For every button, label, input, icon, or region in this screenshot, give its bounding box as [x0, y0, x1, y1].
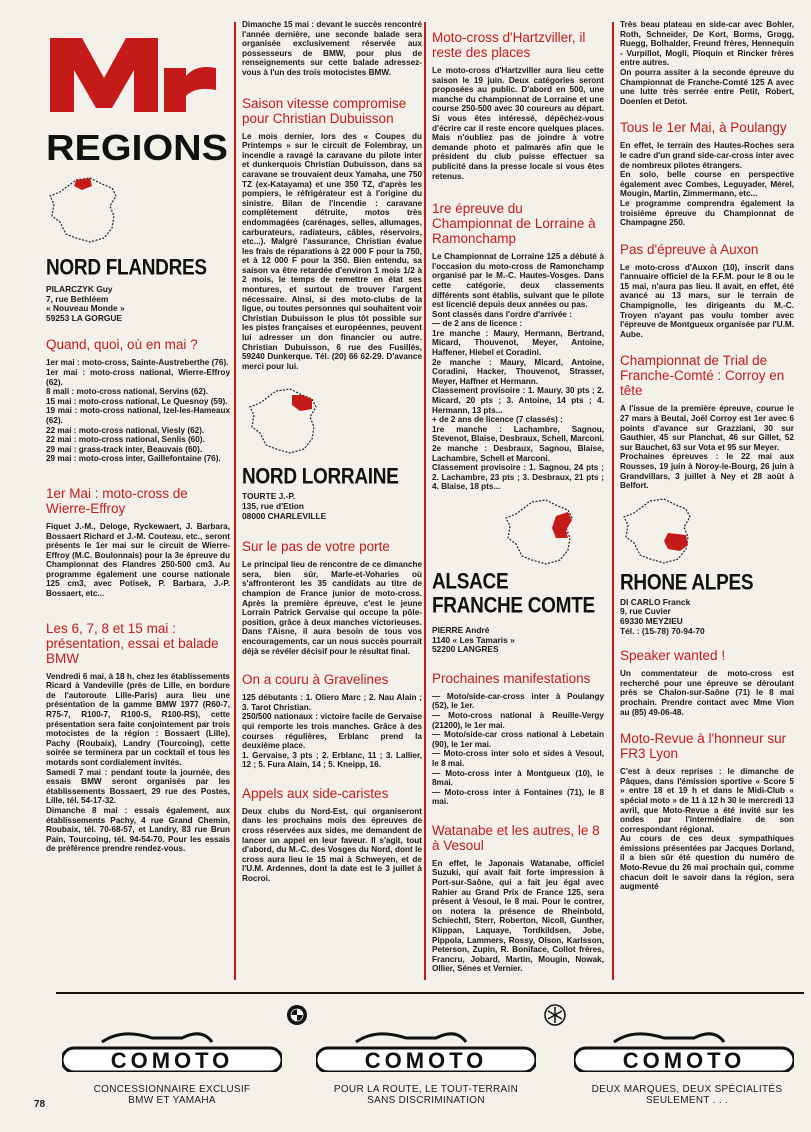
comoto-brand: COMOTO	[364, 1048, 488, 1072]
comoto-logo	[62, 1028, 282, 1072]
article-title: Les 6, 7, 8 et 15 mai : présentation, essai et balade BMW	[46, 620, 219, 666]
article-title: Tous le 1er Mai, à Poulangy	[620, 120, 787, 136]
article-title: Championnat de Trial de Franche-Comté : Corroy en tête	[620, 353, 785, 399]
ad-caption-3: DEUX MARQUES, DEUX SPÉCIALITÉS SEULEMENT . . .	[591, 1084, 783, 1106]
column-4	[620, 20, 794, 892]
article-body: Deux clubs du Nord-Est, qui organiseront dans les prochains mois des épreuves de cross réservées aux sides, me demandent de lancer un appel en leur faveur. Il s'agit, tout d'abord, du M.-C. des Vosges du Nord, dont le cross aura lieu le 15 mai à Schweyen, et de l'U.M. Ardennes, dont la date est le 3 juillet à Rocroi.	[242, 806, 422, 884]
comoto-logo	[574, 1028, 794, 1072]
region-address: PILARCZYK Guy 7, rue Bethléem « Nouveau Monde » 59253 LA GORGUE	[46, 284, 125, 323]
article-body: Très beau plateau en side-car avec Bohler, Roth, Schneider, De Kort, Borms, Grogg, Ruegg, Bolhalder, Freund frères, Hennequin - Vurpillot, Mogli, Pîoquin et Rincker frères entre autres. On pourra assiter à la seconde épreuve du Championnat de Franche-Comté 125 A avec une lutte très serrée entre Petit, Robert, Doenlen et Detot.	[620, 20, 794, 106]
article-title: Appels aux side-caristes	[242, 785, 389, 801]
article-title: Sur le pas de votre porte	[242, 539, 390, 555]
page-number: 78	[34, 1099, 46, 1110]
article-title: Saison vitesse compromise pour Christian Dubuisson	[242, 95, 407, 126]
comoto-brand: COMOTO	[110, 1048, 234, 1072]
article-title: Moto-Revue à l'honneur sur FR3 Lyon	[620, 731, 787, 762]
article-title: 1re épreuve du Championnat de Lorraine à Ramonchamp	[432, 201, 596, 247]
article-body: C'est à deux reprises : le dimanche de Pâques, dans l'émission sportive « Score 5 » entre 18 et 19 h et dans le Midi-Club « spécial moto » de 11 à 12 h 30 le mercredi 13 avril, que Moto-Revue a été invité sur les ondes par l'intermédiaire de son correspondant régional. Au cours de ces deux sympathiques émissions présentées par Jacques Dorland, il a bien sûr été question du numéro de Moto-Revue du 26 mai prochain qui, comme chacun doit le savoir dans la région, sera augmenté	[620, 767, 794, 892]
france-map-nord-lorraine	[246, 387, 326, 457]
article-body: En effet, le terrain des Hautes-Roches sera le cadre d'un grand side-car-cross inter avec de nombreux pilotes étrangers. En solo, belle course en perspective également avec Combes, Leguyader, Mérel, Mougin, Martin, Zimmermann, etc... Le programme comprendra également la troisième épreuve du Championnat de Champagne 250.	[620, 141, 794, 228]
article-body: En effet, le Japonais Watanabe, officiel Suzuki, qui avait fait forte impression à Port-sur-Saône, qui a fait jeu égal avec Rahier au Grand Prix de France 125, sera présent à Vesoul, le 8 mai. Pour le contrer, on notera la présence de Rheinbold, Schiechtl, Sterr, Roberton, Nicoll, Gunther, Klippan, Laquaye, Tordkildsen, Jobe, Pippola, Lammers, Rossy, Olson, Karlsson, Peterson, Zupin, R. Boniface, Collot frères, Francru, Jobard, Martin, Mougin, Nowak, Ollier, Sénes et Vernier.	[432, 858, 604, 974]
comoto-logo	[316, 1028, 536, 1072]
article-title: Speaker wanted !	[620, 648, 726, 664]
region-address: TOURTE J.-P. 135, rue d'Etion 08000 CHARLEVILLE	[242, 491, 327, 521]
article-body: A l'issue de la première épreuve, courue le 27 mars à Beutal, Joël Corroy est 1er avec 6 points d'avance sur Grazziani, 30 sur Gauthier, 45 sur Planchat, 46 sur Gillet, 52 sur Bauchet, 63 sur Vota et 95 sur Meyer. Prochaines épreuves : le 22 mai aux Rousses, 19 juin à Noroy-le-Bourg, 26 juin à Grandvillars, 3 juillet à Ney et 28 août à Belfort.	[620, 404, 794, 491]
column-divider	[424, 22, 426, 980]
article-title: Quand, quoi, où en mai ?	[46, 337, 198, 353]
article-title: Prochaines manifestations	[432, 670, 591, 686]
masthead-word: REGIONS	[46, 127, 228, 168]
bmw-logo-icon	[286, 1004, 308, 1026]
column-3	[432, 20, 604, 974]
article-title: On a couru à Gravelines	[242, 672, 389, 688]
article-title: Moto-cross d'Hartzviller, il reste des places	[432, 30, 586, 60]
region-address: PIERRE André 1140 « Les Tamaris » 52200 LANGRES	[432, 624, 515, 655]
comoto-brand: COMOTO	[622, 1048, 746, 1072]
ad-caption-2: POUR LA ROUTE, LE TOUT-TERRAIN SANS DISCRIMINATION	[333, 1084, 519, 1106]
article-body: Le moto-cross d'Auxon (10), inscrit dans l'annuaire officiel de la F.F.M. pour le 8 ou le 15 mai, n'aura pas lieu. Il avait, en effet, été avancé au 13 mars, sur le terrain de Champignolle, les dirigeants du M.-C. Troyen n'ayant pas voulu tomber avec l'épreuve de Montgueux organisée par l'U.M. Aube.	[620, 262, 794, 339]
column-divider	[234, 22, 236, 980]
column-1	[46, 20, 230, 854]
regions-logo	[46, 28, 230, 168]
article-body: 125 débutants : 1. Oliero Marc ; 2. Nau Alain ; 3. Tarot Christian. 250/500 nationaux : victoire facile de Gervaise qui remporte les trois manches. Grâce à des courses régulières, Erblanc prend la deuxième place. 1. Gervaise, 3 pts ; 2. Erblanc, 11 ; 3. Lallier, 12 ; 5. Fura Alain, 14 ; 5. Kneipp, 16.	[242, 693, 422, 770]
region-name-nord-lorraine: NORD LORRAINE	[242, 465, 399, 490]
france-map-nord-flandres	[46, 176, 126, 246]
yamaha-logo-icon	[544, 1004, 566, 1026]
article-body: Le mois dernier, lors des « Coupes du Printemps » sur le circuit de Folembray, un incendie a ravagé la caravane du pilote inter et dunkerquois Christian Dubuisson, dans sa caravane se trouvaient deux Yamaha, une 750 TZ (ex-Katayama) et une 350 TZ, d'après les pompiers, le réfrigérateur est à l'origine du sinistre. Bilan de l'incendie : caravane complètement détruite, motos très endommagées (carénages, selles, allumages, carburateurs, radiateurs, câbles, réservoirs, etc...). Malgré l'assurance, Christian évalue les frais de réparations à 22 000 F pour la 750, et à 12 000 F pour la 350. Bien entendu, sa saison va être retardée d'environ 1 mois 1/2 à 2 mois, le temps de remettre en état ses montures, et surtout de trouver l'argent nécessaire. Ainsi, si des moto-clubs de la ligue, ou toutes personnes qui souhaitent voir Christian Dubuisson le plus tôt possible sur les pistes françaises et européennes, peuvent lui adresser un don financier ou autre. Christian Dubuisson, 6 rue des Fusillés, 59240 Dunkerque. Tél. (20) 66 62-29. D'avance merci pour lui.	[242, 131, 422, 371]
france-map-alsace-franche-comte	[502, 498, 582, 568]
column-divider	[612, 22, 614, 980]
article-body: Le Championnat de Lorraine 125 a débuté à l'occasion du moto-cross de Ramonchamp organisé par le M.-C. Hautes-Vosges. Dans cette catégorie, deux classements différents sont établis, suivant que le pilote est licencié depuis deux années ou pas. Sont classés dans l'ordre d'arrivée : — de 2 ans de licence : 1re manche : Maury, Hermann, Bertrand, Micard, Thouvenot, Meyer, Antoine, Haffener, Hiebel et Coradini. 2e manche : Maury, Micard, Antoine, Coradini, Hacker, Thouvenot, Strasser, Meyer, Haffner et Hermann. Classement provisoire : 1. Maury, 30 pts ; 2. Micard, 20 pts ; 3. Antoine, 14 pts ; 4. Hermann, 13 pts... + de 2 ans de licence (7 classés) : 1re manche : Lachambre, Sagnou, Stevenot, Blaise, Desbraux, Schell, Marconi. 2e manche : Desbraux, Sagnou, Blaise, Lachambre, Schell et Marconi. Classement provisoire : 1. Sagnou, 24 pts ; 2. Lachambre, 23 pts ; 3. Desbraux, 21 pts ; 4. Blaise, 18 pts...	[432, 252, 604, 492]
region-name-rhone-alpes: RHONE ALPES	[620, 570, 754, 595]
article-body: — Moto/side-car-cross inter à Poulangy (52), le 1er. — Moto-cross national à Reuille-Vergy (21200), le 1er mai. — Moto/side-car cross national à Lebetain (90), le 1er mai. — Moto-cross inter solo et sides à Vesoul, le 8 mai. — Moto-cross inter à Montgueux (10), le 8mai. — Moto-cross inter à Fontaines (71), le 8 mai.	[432, 691, 604, 807]
region-address: DI CARLO Franck 9, rue Cuvier 69330 MEYZIEU Tél. : (15-78) 70-94-70	[620, 596, 705, 636]
article-body: Le principal lieu de rencontre de ce dimanche sera, bien sûr, Marle-et-Voharies où s'affronteront les 35 candidats au titre de champion de France junior de moto-cross. Après la première épreuve, c'est le jeune Lorrain Patrick Gervaise qui occupe la pôle-position, grâce à deux manches victorieuses. Dans l'Aisne, il aura besoin de tous vos encouragements, car un nous succès pourrait déjà se révéler décisif pour le résultat final.	[242, 560, 422, 656]
article-body: Dimanche 15 mai : devant le succès rencontré l'année dernière, une seconde balade sera organisée exclusivement réservée aux possesseurs de BMW, pour plus de renseignements sur cette balade adressez-vous à l'un des trois motocistes BMW.	[242, 20, 422, 77]
article-title: Pas d'épreuve à Auxon	[620, 241, 759, 257]
region-name-alsace-franche-comte: ALSACE FRANCHE COMTE	[432, 569, 595, 619]
article-body: Vendredi 6 mai, à 18 h, chez les établissements Ricard à Vandeville (près de Lille, en bordure de l'autoroute Lille-Paris) aura lieu une présentation de la gamme BMW 1977 (R60-7, R75-7, R100-7, R100-S, R100-RS), cette présentation sera faite conjointement par trois motocistes de la région : Bossaert (Lille), Pachy (Roubaix), Landry (Tourcoing), cette soirée se terminera par un cocktail et tous les motards sont cordialement invités. Samedi 7 mai : pendant toute la journée, des essais BMW seront organisés par les établissements Bossaert, 29 rue des Postes, Lille, tél. 54-17-32. Dimanche 8 mai : essais également, aux établissements Pachy, 4 rue Grand Chemin, Roubaix, tél. 70-68-57, et Landry, 83 rue Brun Pain, Tourcoing, tél. 94-54-70. Pour les essais de préférence prendre rendez-vous.	[46, 671, 230, 854]
region-name-nord-flandres: NORD FLANDRES	[46, 256, 207, 281]
article-title: Watanabe et les autres, le 8 à Vesoul	[432, 822, 600, 853]
article-body: Fiquet J.-M., Deloge, Ryckewaert, J. Barbara, Bossaert Richard et J.-M. Couteau, etc., seront présents le 1er mai sur le circuit de Wierre-Effroy (M.C. Boulonnais) pour la 3e épreuve du Championnat des Flandres 250-500 cm3. Au programme également une course nationale 125 cm3, avec Potisek, P. Barbara, J.-P. Bossaert, etc...	[46, 521, 230, 599]
ad-caption-1: CONCESSIONNAIRE EXCLUSIF BMW ET YAMAHA	[93, 1084, 251, 1106]
column-2	[242, 20, 422, 884]
article-body: Un commentateur de moto-cross est recherché pour une épreuve se déroulant près se Chalon-sur-Saône (71) le 8 mai prochain. Prendre contact avec Mme Vion au (85) 49-06-48.	[620, 669, 794, 717]
article-title: 1er Mai : moto-cross de Wierre-Effroy	[46, 485, 188, 516]
france-map-rhone-alpes	[620, 497, 700, 567]
article-body: 1er mai : moto-cross, Sainte-Austreberthe (76). 1er mai : moto-cross national, Wierre-Effroy (62). 8 mali : moto-cross national, Servins (62). 15 mai : moto-cross national, Le Quesnoy (59). 19 mai : moto-cross national, Izel-les-Hameaux (62). 22 mai : moto-cross national, Viesly (62). 22 mai : moto-cross national, Senlis (60). 29 mai : grass-track inter, Beauvais (60). 29 mai : moto-cross inter, Gaillefontaine (76).	[46, 358, 230, 464]
article-body: Le moto-cross d'Hartzviller aura lieu cette saison le 19 juin. Deux catégories seront proposées au public. D'abord en 500, une manche du championnat de Lorraine et une course 250-500 avec 30 coureurs au départ. Si vous êtes intéressé, dépêchez-vous d'écrire car il reste encore quelques places. Mais n'oubliez pas de joindre à votre demande photo et palmarès afin que le président du club puisse effectuer sa publicité dans la presse locale si vous êtes retenus.	[432, 66, 604, 181]
